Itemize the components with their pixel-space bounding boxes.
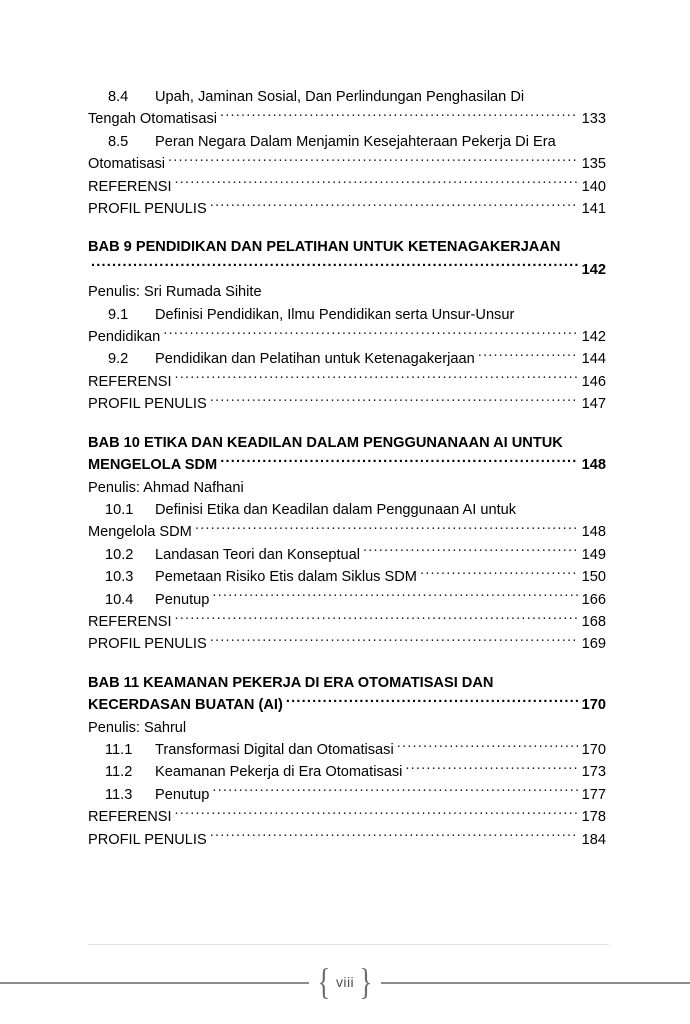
dot-leader xyxy=(220,109,578,124)
dot-leader xyxy=(210,394,578,409)
entry-title: Definisi Pendidikan, Ilmu Pendidikan serta Unsur-Unsur xyxy=(155,306,515,323)
back-matter-label: REFERENSI xyxy=(88,373,172,390)
entry-page-number: 149 xyxy=(581,546,606,563)
footer-hairline-divider xyxy=(88,944,609,945)
entry-title-wrap: Pendidikan xyxy=(88,329,161,346)
entry-title: Keamanan Pekerja di Era Otomatisasi xyxy=(155,764,403,781)
entry-number: 9.1 xyxy=(108,306,129,323)
toc-entry-line[interactable] xyxy=(88,739,606,761)
back-matter-label: PROFIL PENULIS xyxy=(88,636,207,653)
dot-leader xyxy=(420,567,578,582)
back-matter-page-number: 140 xyxy=(581,178,606,195)
section-spacer xyxy=(88,220,606,236)
toc-entry-line[interactable] xyxy=(88,86,606,108)
dot-leader xyxy=(175,176,578,191)
dot-leader xyxy=(168,154,578,169)
toc-entry-line-continued[interactable] xyxy=(88,108,606,130)
chapter-heading-text-wrap: MENGELOLA SDM xyxy=(88,457,218,474)
page-folio-number: viii xyxy=(336,974,354,990)
entry-number: 10.3 xyxy=(105,569,134,586)
entry-title: Pemetaan Risiko Etis dalam Siklus SDM xyxy=(155,569,417,586)
dot-leader xyxy=(220,455,578,470)
chapter-page-number: 148 xyxy=(581,457,606,474)
toc-entry-line[interactable] xyxy=(88,131,606,153)
back-matter-page-number: 178 xyxy=(581,809,606,826)
toc-back-matter-referensi[interactable] xyxy=(88,806,606,828)
entry-page-number: 142 xyxy=(581,329,606,346)
right-brace-icon: } xyxy=(359,961,373,1003)
entry-number: 10.4 xyxy=(105,591,134,608)
chapter-heading-text: BAB 11 KEAMANAN PEKERJA DI ERA OTOMATISASI DAN xyxy=(88,674,494,691)
entry-title-wrap: Otomatisasi xyxy=(88,156,166,173)
toc-entry-line-continued[interactable] xyxy=(88,521,606,543)
entry-page-number: 170 xyxy=(581,741,606,758)
toc-back-matter-profil-penulis[interactable] xyxy=(88,829,606,851)
folio-badge-inner xyxy=(309,961,380,1003)
section-spacer xyxy=(88,656,606,672)
back-matter-page-number: 147 xyxy=(581,396,606,413)
entry-page-number: 166 xyxy=(581,591,606,608)
entry-page-number: 144 xyxy=(581,351,606,368)
dot-leader xyxy=(363,544,578,559)
entry-title-wrap: Tengah Otomatisasi xyxy=(88,111,217,128)
entry-title: Upah, Jaminan Sosial, Dan Perlindungan Penghasilan Di xyxy=(155,89,525,105)
toc-entry-line[interactable] xyxy=(88,304,606,326)
toc-entry-line-continued[interactable] xyxy=(88,326,606,348)
dot-leader xyxy=(175,807,578,822)
entry-number: 11.2 xyxy=(105,764,133,781)
dot-leader xyxy=(175,611,578,626)
back-matter-label: REFERENSI xyxy=(88,613,172,630)
back-matter-page-number: 184 xyxy=(581,831,606,848)
back-matter-label: PROFIL PENULIS xyxy=(88,396,207,413)
chapter-page-number: 170 xyxy=(581,697,606,714)
chapter-page-number: 142 xyxy=(581,261,606,278)
chapter-heading-bab-9-continued[interactable] xyxy=(88,259,606,281)
chapter-heading-text: BAB 10 ETIKA DAN KEADILAN DALAM PENGGUNANAAN AI UNTUK xyxy=(88,434,563,451)
back-matter-label: REFERENSI xyxy=(88,809,172,826)
entry-number: 8.4 xyxy=(108,89,129,105)
toc-entry-line[interactable] xyxy=(88,544,606,566)
chapter-heading-bab-10-continued[interactable] xyxy=(88,454,606,476)
entry-page-number: 133 xyxy=(581,111,606,128)
entry-title: Peran Negara Dalam Menjamin Kesejahteraan Pekerja Di Era xyxy=(155,133,556,150)
chapter-author-bab-11: Penulis: Sahrul xyxy=(88,719,187,736)
entry-number: 11.3 xyxy=(105,786,133,803)
chapter-heading-bab-11[interactable] xyxy=(88,672,606,694)
entry-number: 8.5 xyxy=(108,133,129,150)
toc-entry-line-continued[interactable] xyxy=(88,153,606,175)
toc-back-matter-referensi[interactable] xyxy=(88,176,606,198)
toc-back-matter-referensi[interactable] xyxy=(88,371,606,393)
dot-leader xyxy=(397,739,578,754)
dot-leader xyxy=(286,695,578,710)
back-matter-label: PROFIL PENULIS xyxy=(88,201,207,218)
back-matter-page-number: 141 xyxy=(581,201,606,218)
chapter-heading-bab-11-continued[interactable] xyxy=(88,694,606,716)
toc-entry-line[interactable] xyxy=(88,589,606,611)
chapter-heading-bab-9[interactable] xyxy=(88,236,606,258)
toc-back-matter-referensi[interactable] xyxy=(88,611,606,633)
back-matter-page-number: 146 xyxy=(581,373,606,390)
chapter-author-bab-9: Penulis: Sri Rumada Sihite xyxy=(88,284,262,301)
entry-page-number: 150 xyxy=(581,569,606,586)
dot-leader xyxy=(478,349,578,364)
entry-number: 11.1 xyxy=(105,741,133,758)
toc-entry-line[interactable] xyxy=(88,784,606,806)
entry-number: 9.2 xyxy=(108,351,129,368)
footer-page-badge xyxy=(0,958,690,1006)
toc-entry-line[interactable] xyxy=(88,348,606,370)
table-of-contents xyxy=(88,86,606,851)
entry-title: Penutup xyxy=(155,786,210,803)
chapter-heading-text: BAB 9 PENDIDIKAN DAN PELATIHAN UNTUK KETENAGAKERJAAN xyxy=(88,239,561,256)
chapter-heading-bab-10[interactable] xyxy=(88,432,606,454)
toc-entry-line[interactable] xyxy=(88,499,606,521)
entry-title: Transformasi Digital dan Otomatisasi xyxy=(155,741,394,758)
dot-leader xyxy=(210,198,578,213)
entry-page-number: 177 xyxy=(581,786,606,803)
dot-leader xyxy=(210,634,578,649)
entry-title: Penutup xyxy=(155,591,210,608)
entry-page-number: 148 xyxy=(581,524,606,541)
dot-leader xyxy=(175,371,578,386)
dot-leader xyxy=(405,762,578,777)
dot-leader xyxy=(91,259,578,274)
back-matter-label: PROFIL PENULIS xyxy=(88,831,207,848)
dot-leader xyxy=(195,522,578,537)
back-matter-page-number: 168 xyxy=(581,613,606,630)
entry-title: Landasan Teori dan Konseptual xyxy=(155,546,361,563)
entry-page-number: 135 xyxy=(581,156,606,173)
back-matter-page-number: 169 xyxy=(581,636,606,653)
toc-back-matter-profil-penulis[interactable] xyxy=(88,393,606,415)
back-matter-label: REFERENSI xyxy=(88,178,172,195)
toc-entry-line[interactable] xyxy=(88,761,606,783)
entry-number: 10.1 xyxy=(105,501,134,518)
toc-entry-line[interactable] xyxy=(88,566,606,588)
left-brace-icon: { xyxy=(317,961,331,1003)
entry-page-number: 173 xyxy=(581,764,606,781)
entry-title: Definisi Etika dan Keadilan dalam Penggunaan AI untuk xyxy=(155,501,517,518)
dot-leader xyxy=(163,326,578,341)
dot-leader xyxy=(212,784,578,799)
dot-leader xyxy=(212,589,578,604)
entry-title-wrap: Mengelola SDM xyxy=(88,524,192,541)
entry-number: 10.2 xyxy=(105,546,134,563)
chapter-heading-text-wrap: KECERDASAN BUATAN (AI) xyxy=(88,697,283,714)
entry-title: Pendidikan dan Pelatihan untuk Ketenagakerjaan xyxy=(155,351,475,368)
section-spacer xyxy=(88,416,606,432)
toc-back-matter-profil-penulis[interactable] xyxy=(88,633,606,655)
dot-leader xyxy=(210,829,578,844)
toc-back-matter-profil-penulis[interactable] xyxy=(88,198,606,220)
chapter-author-bab-10: Penulis: Ahmad Nafhani xyxy=(88,479,244,496)
